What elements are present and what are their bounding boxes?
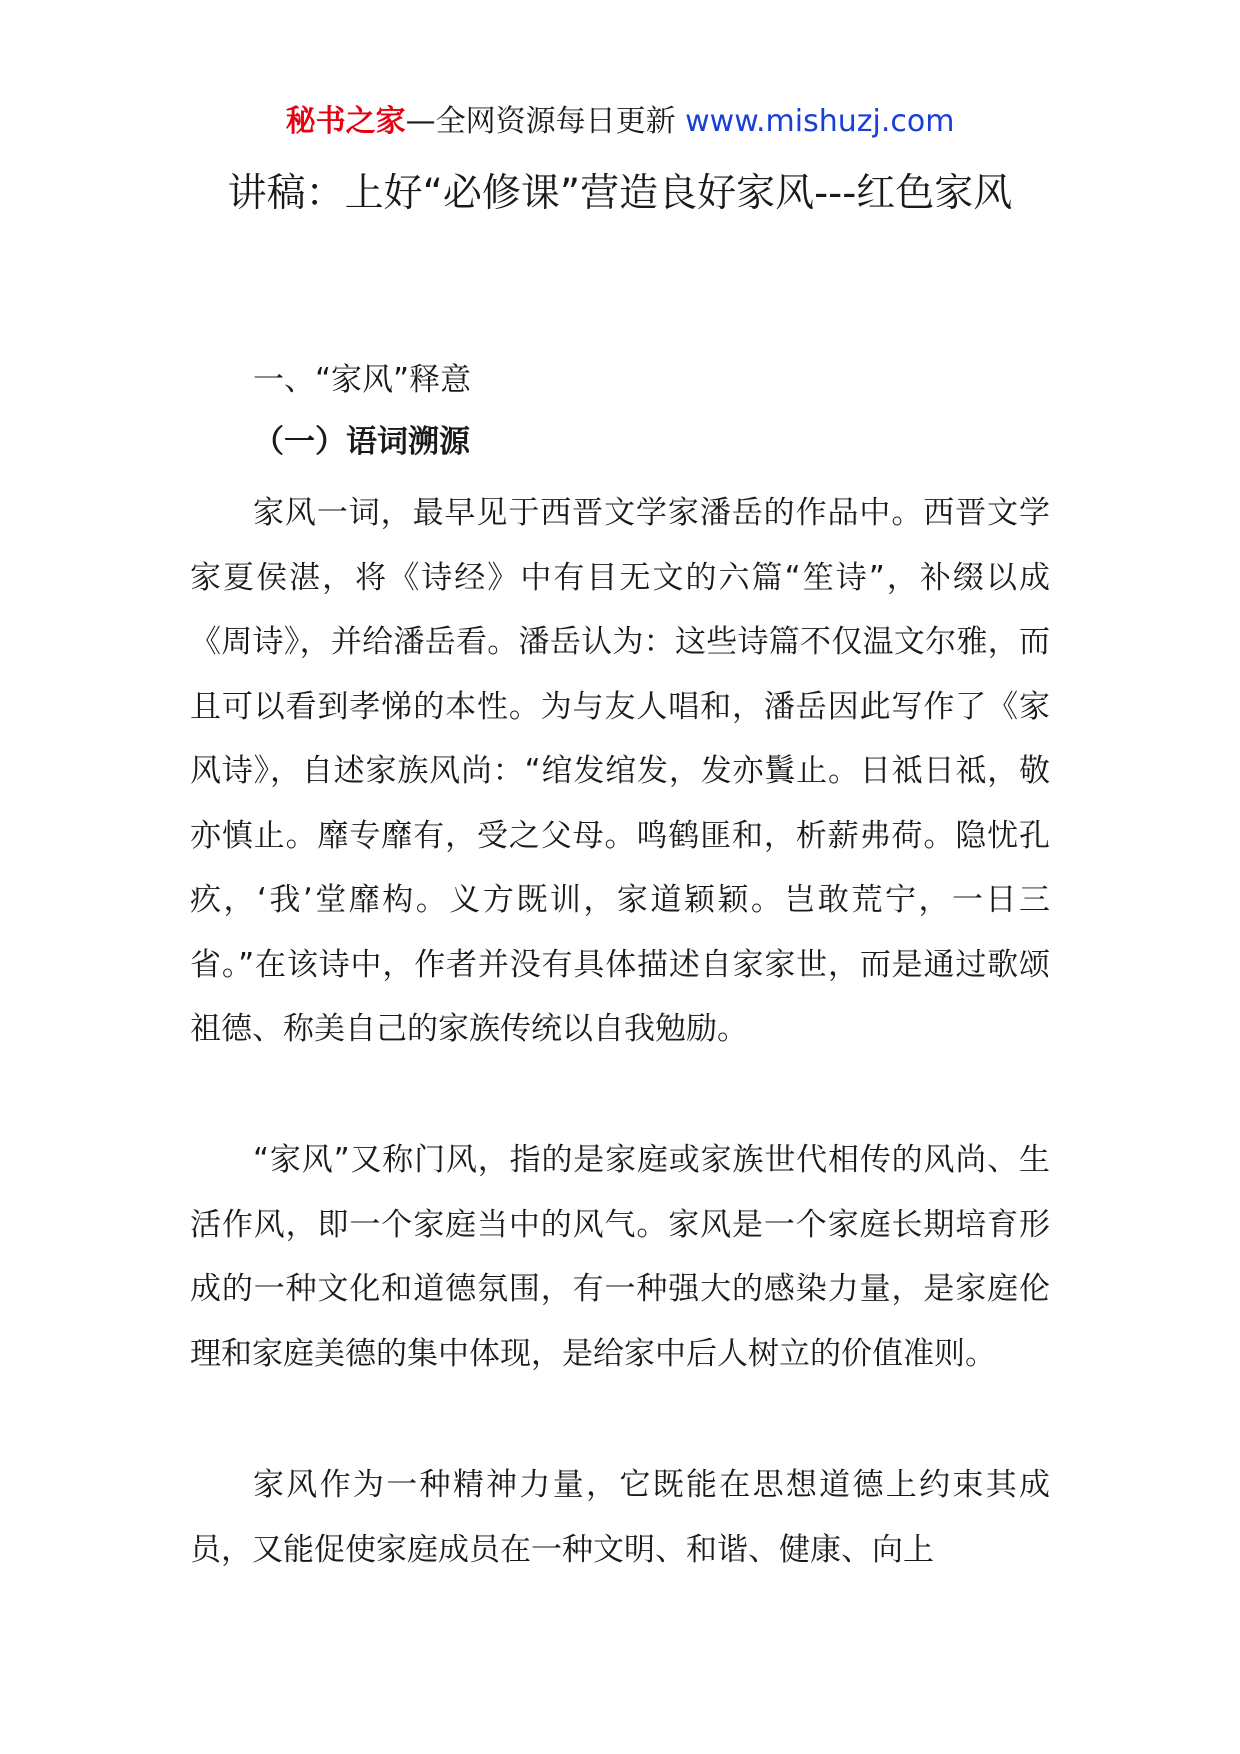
header-banner bbox=[0, 100, 1240, 144]
body-paragraph: 家风一词，最早见于西晋文学家潘岳的作品中。西晋文学家夏侯湛，将《诗经》中有目无文的六篇“笙诗”，补缀以成《周诗》，并给潘岳看。潘岳认为：这些诗篇不仅温文尔雅，而且可以看到孝悌的本性。为与友人唱和，潘岳因此写作了《家风诗》，自述家族风尚：“绾发绾发，发亦鬒止。日祗日祗，敬亦慎止。靡专靡有，受之父母。鸣鹤匪和，析薪弗荷。隐忧孔疚，‘我’堂靡构。义方既训，家道颖颖。岂敢荒宁，一日三省。”在该诗中，作者并没有具体描述自家家世，而是通过歌颂祖德、称美自己的家族传统以自我勉励。 bbox=[190, 495, 1050, 1047]
subsection-heading: （一）语词溯源 bbox=[253, 424, 470, 460]
brand-name: 秘书之家 bbox=[285, 104, 406, 139]
website-link[interactable]: www.mishuzj.com bbox=[685, 104, 955, 139]
header-tagline: —全网资源每日更新 bbox=[405, 104, 686, 139]
section-heading: 一、“家风”释意 bbox=[253, 362, 472, 398]
document-title: 讲稿：上好“必修课”营造良好家风---红色家风 bbox=[227, 171, 1013, 216]
body-paragraph: 家风作为一种精神力量，它既能在思想道德上约束其成员，又能促使家庭成员在一种文明、和谐、健康、向上 bbox=[190, 1467, 1050, 1568]
body-paragraph: “家风”又称门风，指的是家庭或家族世代相传的风尚、生活作风，即一个家庭当中的风气。家风是一个家庭长期培育形成的一种文化和道德氛围，有一种强大的感染力量，是家庭伦理和家庭美德的集中体现，是给家中后人树立的价值准则。 bbox=[190, 1142, 1050, 1372]
